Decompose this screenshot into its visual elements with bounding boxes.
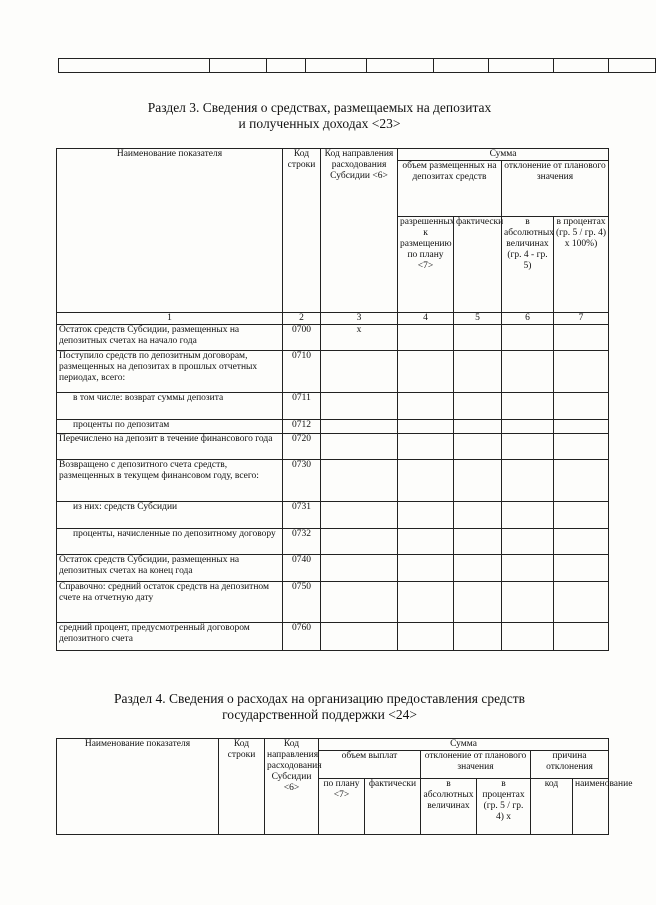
column-numbers-row: [57, 313, 609, 325]
cell: [398, 393, 454, 420]
cell: [398, 460, 454, 502]
cell: [502, 529, 554, 555]
cell: [502, 623, 554, 651]
table-row: [57, 623, 609, 651]
header-reason-code: код: [531, 779, 573, 835]
table-row: [57, 582, 609, 623]
row-dir: [321, 351, 398, 393]
cell: [398, 555, 454, 582]
row-code: 0750: [283, 582, 321, 623]
row-name: Поступило средств по депозитным договорам, размещенных на депозитах в прошлых отчетных периодах, всего:: [57, 351, 283, 393]
row-dir: [321, 582, 398, 623]
table-row: [57, 351, 609, 393]
section3-table: [56, 148, 609, 651]
cell: [502, 393, 554, 420]
row-name: в том числе: возврат суммы депозита: [57, 393, 283, 420]
cell: [554, 460, 609, 502]
cell: [398, 623, 454, 651]
cell: [554, 393, 609, 420]
row-dir: [321, 529, 398, 555]
cell: [502, 434, 554, 460]
row-name: Справочно: средний остаток средств на депозитном счете на отчетную дату: [57, 582, 283, 623]
header-volume: объем размещенных на депозитах средств: [398, 161, 502, 217]
row-code: 0711: [283, 393, 321, 420]
header-pct: в процентах (гр. 5 / гр. 4) x 100%): [554, 217, 609, 313]
header-fact: фактически: [365, 779, 421, 835]
cell: [454, 351, 502, 393]
header-abs: в абсолютных величинах (гр. 4 - гр. 5): [502, 217, 554, 313]
top-cell: [210, 59, 267, 73]
row-name: Перечислено на депозит в течение финансового года: [57, 434, 283, 460]
cell: [454, 460, 502, 502]
header-volume: объем выплат: [319, 751, 421, 779]
header-pct: в процентах (гр. 5 / гр. 4) x: [477, 779, 531, 835]
col-number: 5: [454, 313, 502, 325]
table-row: [57, 325, 609, 351]
row-name: проценты, начисленные по депозитному договору: [57, 529, 283, 555]
header-plan: разрешенных к размещению по плану <7>: [398, 217, 454, 313]
row-dir: [321, 623, 398, 651]
cell: [502, 460, 554, 502]
row-code: 0720: [283, 434, 321, 460]
cell: [454, 623, 502, 651]
row-dir: [321, 420, 398, 434]
section4-title-line1: Раздел 4. Сведения о расходах на организацию предоставления средств: [113, 691, 526, 706]
cell: [554, 582, 609, 623]
row-code: 0740: [283, 555, 321, 582]
table-row: [57, 420, 609, 434]
header-sum: Сумма: [398, 149, 609, 161]
table-row: [57, 502, 609, 529]
row-dir: [321, 434, 398, 460]
header-code-row: Код строки: [283, 149, 321, 313]
table-row: [57, 555, 609, 582]
cell: [454, 420, 502, 434]
row-dir: [321, 555, 398, 582]
row-code: 0712: [283, 420, 321, 434]
cell: [554, 434, 609, 460]
header-code-dir: Код направления расходования Субсидии <6>: [265, 739, 319, 835]
top-table-remnant: [58, 58, 656, 73]
header-plan: по плану <7>: [319, 779, 365, 835]
row-name: средний процент, предусмотренный договором депозитного счета: [57, 623, 283, 651]
header-code-row: Код строки: [219, 739, 265, 835]
top-cell: [434, 59, 489, 73]
row-dir: [321, 502, 398, 529]
cell: [502, 582, 554, 623]
row-name: Остаток средств Субсидии, размещенных на депозитных счетах на начало года: [57, 325, 283, 351]
cell: [398, 502, 454, 529]
section3-title: [0, 100, 639, 132]
header-name: Наименование показателя: [57, 149, 283, 313]
row-name: Возвращено с депозитного счета средств, размещенных в текущем финансовом году, всего:: [57, 460, 283, 502]
cell: [502, 502, 554, 529]
table-row: [57, 460, 609, 502]
row-name: проценты по депозитам: [57, 420, 283, 434]
header-fact: фактически: [454, 217, 502, 313]
cell: [398, 420, 454, 434]
cell: [398, 325, 454, 351]
cell: [554, 555, 609, 582]
cell: [454, 325, 502, 351]
top-cell: [489, 59, 554, 73]
header-code-dir: Код направления расходования Субсидии <6>: [321, 149, 398, 313]
row-name: из них: средств Субсидии: [57, 502, 283, 529]
row-dir: [321, 393, 398, 420]
row-code: 0710: [283, 351, 321, 393]
cell: [554, 623, 609, 651]
header-deviation: отклонение от планового значения: [502, 161, 609, 217]
top-cell: [367, 59, 434, 73]
cell: [454, 582, 502, 623]
header-name: Наименование показателя: [57, 739, 219, 835]
top-cell: [554, 59, 609, 73]
cell: [398, 351, 454, 393]
header-reason: причина отклонения: [531, 751, 609, 779]
cell: [454, 393, 502, 420]
header-deviation: отклонение от планового значения: [421, 751, 531, 779]
cell: [554, 325, 609, 351]
section4-title: [0, 691, 639, 723]
cell: [454, 502, 502, 529]
top-cell: [609, 59, 656, 73]
row-code: 0731: [283, 502, 321, 529]
row-code: 0700: [283, 325, 321, 351]
col-number: 6: [502, 313, 554, 325]
cell: [554, 420, 609, 434]
table-row: [57, 393, 609, 420]
cell: [554, 529, 609, 555]
row-dir: [321, 460, 398, 502]
row-code: 0732: [283, 529, 321, 555]
table-row: [57, 434, 609, 460]
row-code: 0760: [283, 623, 321, 651]
cell: [502, 420, 554, 434]
top-cell: [59, 59, 210, 73]
cell: [454, 434, 502, 460]
col-number: 2: [283, 313, 321, 325]
cell: [398, 434, 454, 460]
col-number: 3: [321, 313, 398, 325]
col-number: 7: [554, 313, 609, 325]
section4-title-line2: государственной поддержки <24>: [222, 707, 417, 722]
cell: [502, 351, 554, 393]
row-code: 0730: [283, 460, 321, 502]
top-cell: [306, 59, 367, 73]
col-number: 1: [57, 313, 283, 325]
cell: [502, 325, 554, 351]
header-abs: в абсолютных величинах: [421, 779, 477, 835]
top-cell: [267, 59, 306, 73]
row-name: Остаток средств Субсидии, размещенных на депозитных счетах на конец года: [57, 555, 283, 582]
table-row: [57, 529, 609, 555]
cell: [454, 555, 502, 582]
col-number: 4: [398, 313, 454, 325]
cell: [398, 529, 454, 555]
section3-title-line2: и полученных доходах <23>: [238, 116, 401, 131]
cell: [502, 555, 554, 582]
section3-title-line1: Раздел 3. Сведения о средствах, размещаемых на депозитах: [147, 100, 492, 115]
cell: [554, 351, 609, 393]
cell: [554, 502, 609, 529]
row-dir: x: [321, 325, 398, 351]
header-reason-name: наименование: [573, 779, 609, 835]
header-sum: Сумма: [319, 739, 609, 751]
cell: [454, 529, 502, 555]
section4-table: [56, 738, 633, 835]
cell: [398, 582, 454, 623]
